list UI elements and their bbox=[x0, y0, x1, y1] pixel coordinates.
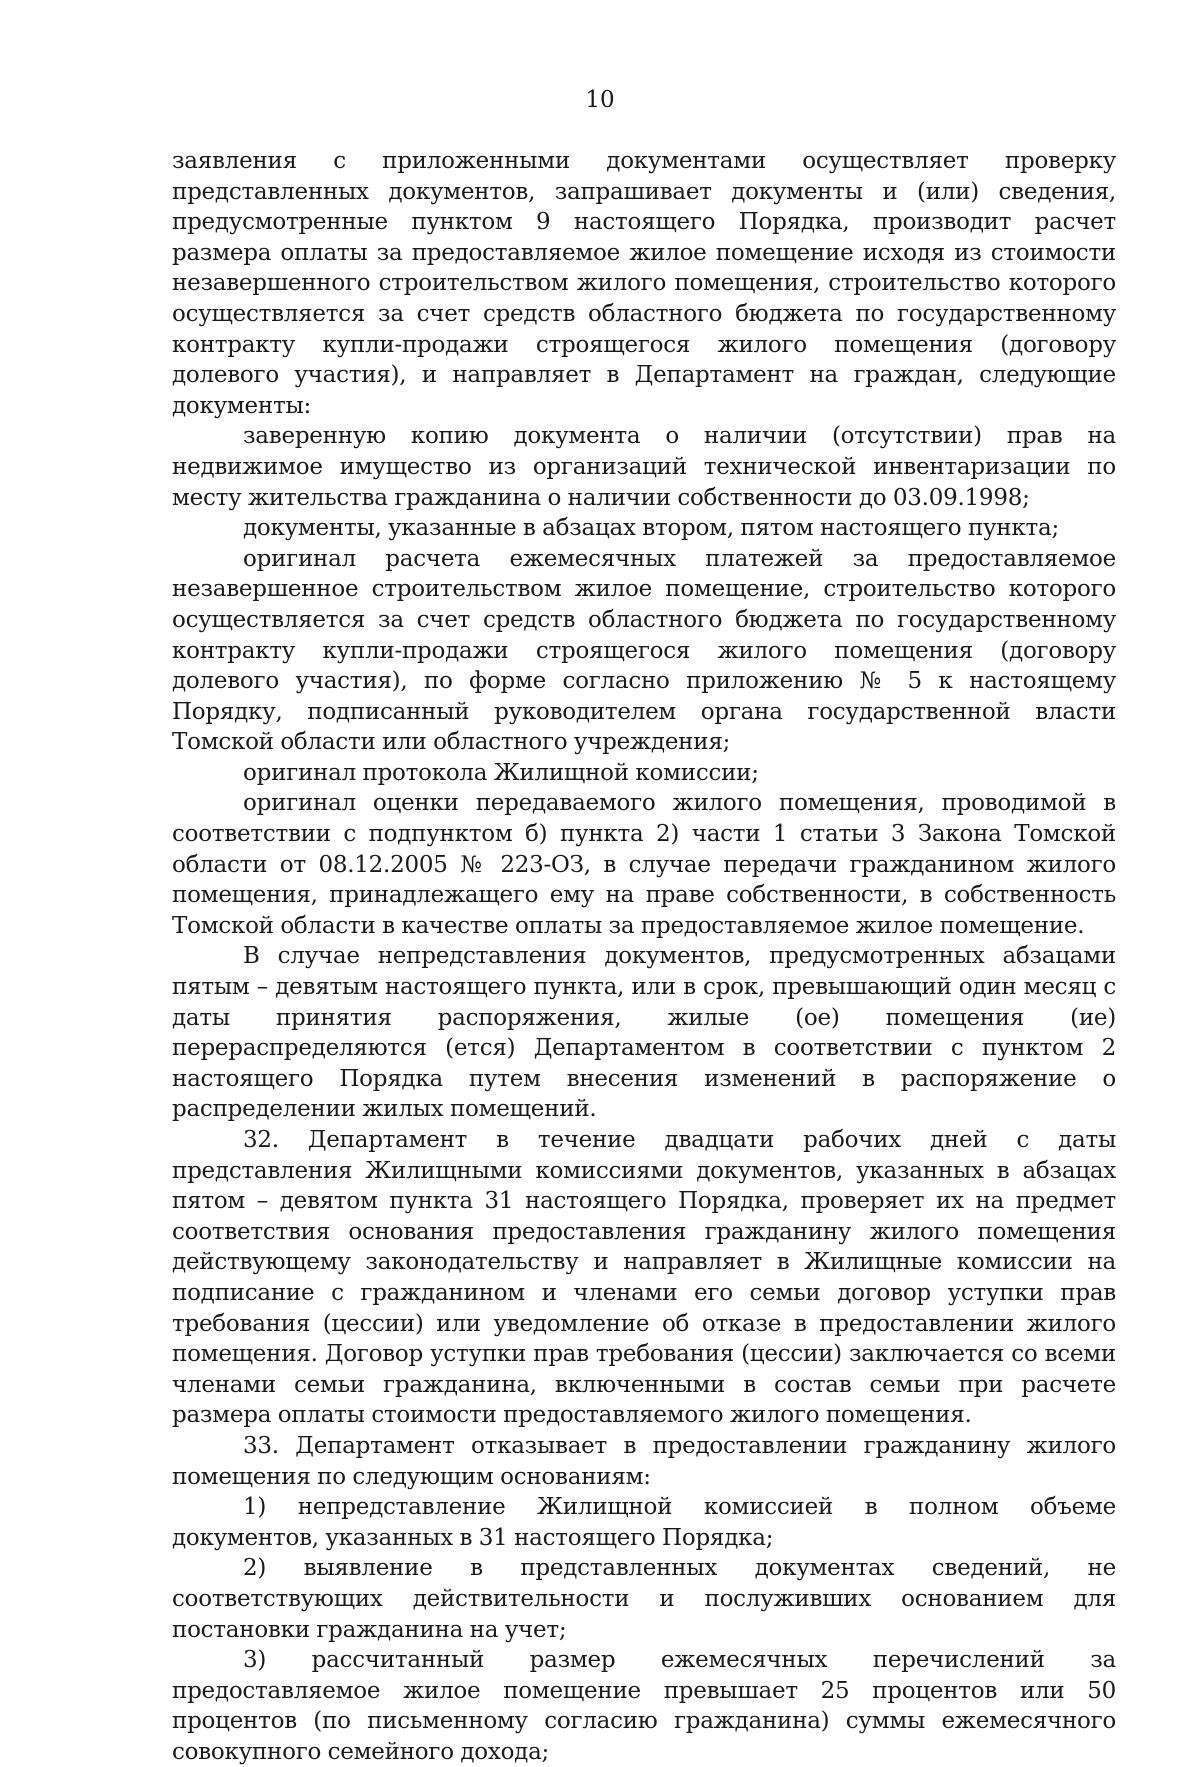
paragraph-documents-listed: документы, указанные в абзацах втором, пятом настоящего пункта; bbox=[243, 515, 1059, 542]
paragraph-certified-copy: заверенную копию документа о наличии (отсутствии) прав на недвижимое имущество из организаций технической инвентаризации по месту жительства гражданина о наличии собственности до 03.09.1998; bbox=[172, 423, 1116, 511]
paragraph-commission-protocol: оригинал протокола Жилищной комиссии; bbox=[243, 759, 759, 786]
page-number: 10 bbox=[585, 87, 615, 113]
paragraph-item-32: 32. Департамент в течение двадцати рабочих дней с даты представления Жилищными комиссиями документов, указанных в абзацах пятом – девятом пункта 31 настоящего Порядка, проверяет их на предмет соответствия основания предоставления гражданину жилого помещения действующему законодательству и направляет в Жилищные комиссии на подписание с гражданином и членами его семьи договор уступки прав требования (цессии) или уведомление об отказе в предоставлении жилого помещения. Договор уступки прав требования (цессии) заключается со всеми членами семьи гражданина, включенными в состав семьи при расчете размера оплаты стоимости предоставляемого жилого помещения. bbox=[172, 1127, 1116, 1429]
paragraph-housing-valuation: оригинал оценки передаваемого жилого помещения, проводимой в соответствии с подпунктом б) пункта 2) части 1 статьи 3 Закона Томской области от 08.12.2005 № 223-ОЗ, в случае передачи гражданином жилого помещения, принадлежащего ему на праве собственности, в собственность Томской области в качестве оплаты за предоставляемое жилое помещение. bbox=[172, 790, 1116, 939]
paragraph-item-33: 33. Департамент отказывает в предоставлении гражданину жилого помещения по следующим основаниям: bbox=[172, 1432, 1116, 1490]
paragraph-refusal-ground-3: 3) рассчитанный размер ежемесячных перечислений за предоставляемое жилое помещение превышает 25 процентов или 50 процентов (по письменному согласию гражданина) суммы ежемесячного совокупного семейного дохода; bbox=[172, 1647, 1116, 1765]
paragraph-refusal-ground-1: 1) непредставление Жилищной комиссией в полном объеме документов, указанных в 31 настоящего Порядка; bbox=[172, 1494, 1116, 1551]
paragraph-non-submission: В случае непредставления документов, предусмотренных абзацами пятым – девятым настоящего пункта, или в срок, превышающий один месяц с даты принятия распоряжения, жилые (ое) помещения (ие) перераспределяются (ется) Департаментом в соответствии с пунктом 2 настоящего Порядка путем внесения изменений в распоряжение о распределении жилых помещений. bbox=[172, 943, 1116, 1123]
paragraph-refusal-ground-2: 2) выявление в представленных документах сведений, не соответствующих действительности и послуживших основанием для постановки гражданина на учет; bbox=[172, 1555, 1116, 1643]
paragraph-application-check: заявления с приложенными документами осуществляет проверку представленных документов, запрашивает документы и (или) сведения, предусмотренные пунктом 9 настоящего Порядка, производит расчет размера оплаты за предоставляемое жилое помещение исходя из стоимости незавершенного строительством жилого помещения, строительство которого осуществляется за счет средств областного бюджета по государственному контракту купли-продажи строящегося жилого помещения (договору долевого участия), и направляет в Департамент на граждан, следующие документы: bbox=[172, 148, 1116, 419]
paragraph-payment-calculation: оригинал расчета ежемесячных платежей за предоставляемое незавершенное строительством жилое помещение, строительство которого осуществляется за счет средств областного бюджета по государственному контракту купли-продажи строящегося жилого помещения (договору долевого участия), по форме согласно приложению № 5 к настоящему Порядку, подписанный руководителем органа государственной власти Томской области или областного учреждения; bbox=[172, 545, 1116, 756]
document-body bbox=[172, 146, 1116, 1767]
